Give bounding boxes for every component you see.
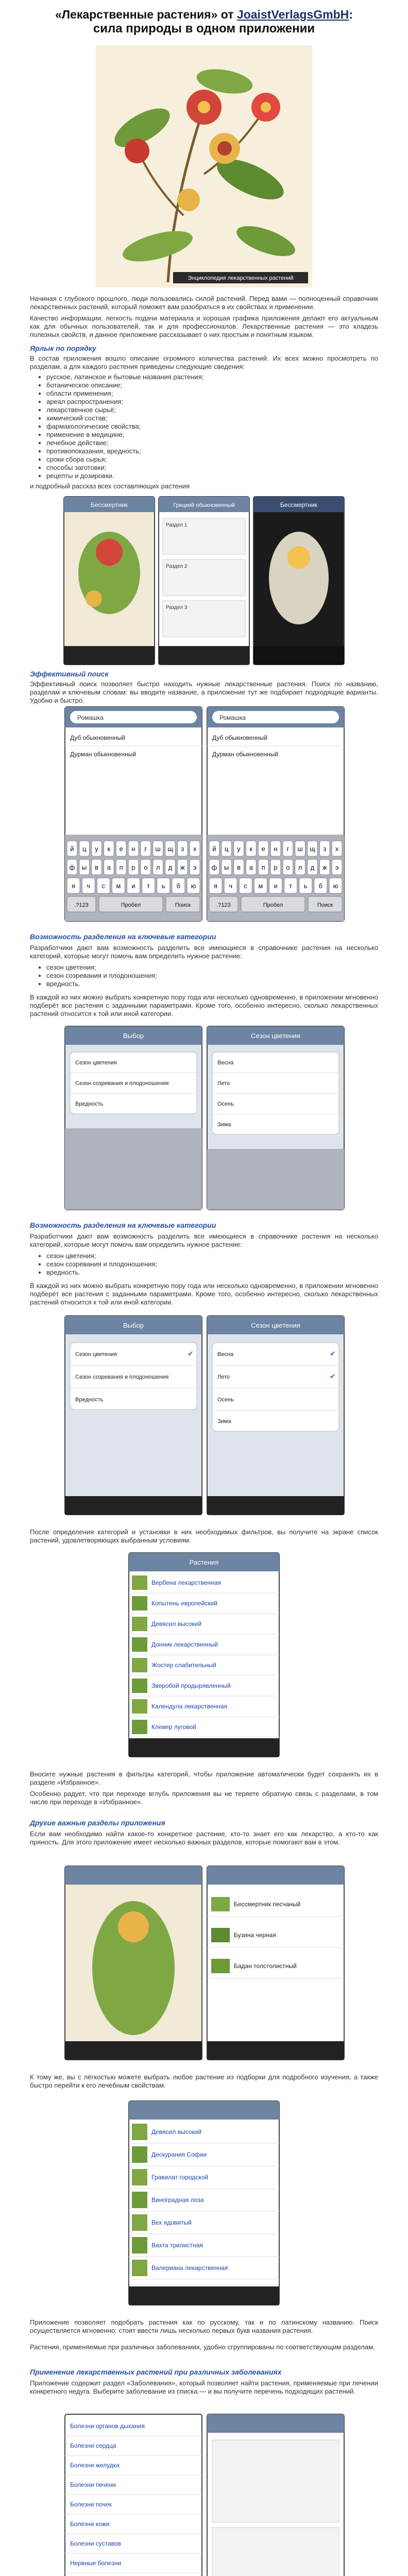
screen-section-label: Раздел 1: [166, 522, 188, 528]
keyboard-key-label: я: [214, 882, 218, 890]
categories-paragraph-1b: Разработчики дают вам возможность разделить все имеющиеся в справочнике растения на несколько категорий, которые могут помочь вам определить нужное растение:: [30, 1232, 378, 1248]
plant-thumbnail: [132, 2237, 147, 2253]
list-item: • сезон созревания и плодоношения;: [46, 1260, 386, 1268]
favorites-paragraph-2: Особенно радует, что при переходе вглубь приложения вы не теряете обратную связь с разделами, в том числе при переходе в «Избранное».: [30, 1790, 378, 1806]
filter-option[interactable]: Осень: [217, 1397, 234, 1403]
screen-title: Бессмертник: [91, 501, 128, 509]
list-item[interactable]: Бузина черная: [234, 1931, 276, 1939]
keyboard-key-label: я: [72, 882, 76, 890]
keyboard-key-label: д: [310, 863, 315, 871]
keyboard-key-label: ф: [69, 863, 75, 871]
keyboard-key-label: п: [119, 863, 123, 871]
keyboard-key-label: н: [131, 845, 135, 853]
section-heading-about: Ярлык по порядку: [30, 344, 96, 352]
list-item: • ареал распространения;: [46, 398, 386, 406]
filter-option[interactable]: Зима: [217, 1122, 231, 1128]
screen-section-label: Раздел 3: [166, 605, 188, 611]
hero-caption: Энциклопедия лекарственных растений: [188, 275, 294, 281]
result-row[interactable]: Дурман обыкновенный: [70, 751, 137, 758]
title-suffix: :: [349, 8, 353, 21]
phone-filter-right: [207, 1026, 344, 1210]
list-item: • химический состав;: [46, 414, 386, 422]
list-item: • сезон цветения;: [46, 963, 386, 972]
list-item[interactable]: Девясил высокий: [151, 2128, 202, 2136]
keyboard-key-label: ю: [191, 882, 196, 890]
list-item[interactable]: Болезни кожи: [70, 2520, 110, 2528]
plant-thumbnail: [132, 1637, 147, 1652]
keyboard-key-label: ч: [87, 882, 91, 890]
plant-thumbnail: [132, 2146, 147, 2163]
list-item[interactable]: Дескурания Софии: [151, 2151, 207, 2158]
list-item: • русское, латинское и бытовые названия растения;: [46, 373, 386, 381]
filter-option[interactable]: Лето: [217, 1080, 230, 1087]
plant-thumbnail: [132, 1575, 147, 1590]
filter-option[interactable]: Лето: [217, 1374, 230, 1380]
list-item: • лекарственное сырьё;: [46, 406, 386, 414]
screen-title: Бессмертник: [280, 501, 317, 509]
list-item[interactable]: Жостер слабительный: [151, 1662, 216, 1669]
plant-thumbnail: [132, 2192, 147, 2208]
plant-thumbnail: [132, 1679, 147, 1693]
keyboard-key-label: с: [101, 882, 106, 890]
keyboard-key-label: т: [147, 882, 150, 890]
list-item[interactable]: Нервные болезни: [70, 2560, 122, 2567]
categories-list-2: [36, 1252, 386, 1277]
list-item[interactable]: Болезни желудка: [70, 2462, 120, 2469]
result-row[interactable]: Дурман обыкновенный: [212, 751, 279, 758]
keyboard-special-label: Пробел: [263, 902, 283, 908]
keyboard-key-label: м: [258, 882, 263, 890]
hero-illustration: [96, 45, 312, 287]
categories-list: [36, 963, 386, 988]
categories-paragraph-2b: В каждой из них можно выбрать конкретную пору года или несколько одновременно, в приложении мгновенно подберёт все растения с заданными параметрами. Кроме того, особенно интересно, сколько лекарственных растений относится к той или иной категории.: [30, 1282, 378, 1306]
list-item[interactable]: Девясил высокий: [151, 1620, 202, 1628]
list-item[interactable]: Зверобой продырявленный: [151, 1682, 231, 1689]
checkmark-icon: ✔: [330, 1372, 336, 1381]
keyboard-key-label: ю: [333, 882, 338, 890]
plant-thumbnail: [132, 2169, 147, 2185]
list-item: • вредность.: [46, 980, 386, 988]
screen-title: Выбор: [123, 1321, 144, 1329]
filter-option[interactable]: Вредность: [75, 1397, 104, 1403]
list-item[interactable]: Болезни суставов: [70, 2540, 122, 2547]
keyboard-key-label: р: [274, 863, 278, 871]
phone-filter-left: [65, 1026, 202, 1210]
list-item[interactable]: Болезни органов дыхания: [70, 2422, 145, 2430]
list-item: • сезон цветения;: [46, 1252, 386, 1260]
intro-paragraph-1: Начиная с глубокого прошлого, люди пользовались силой растений. Перед вами — полноценный справочник лекарственных растений, который поможет вам разобраться в их свойствах и применении.: [30, 295, 378, 311]
result-row[interactable]: Дуб обыкновенный: [70, 734, 125, 741]
plant-thumbnail: [132, 1596, 147, 1611]
plant-thumbnail: [132, 1720, 147, 1734]
list-item: • рецепты и дозировки.: [46, 472, 386, 480]
list-item: • лечебное действие;: [46, 439, 386, 447]
phone-diseases-left: [65, 2414, 202, 2576]
keyboard-key-label: з: [323, 845, 327, 853]
keyboard-key-label: г: [144, 845, 147, 853]
list-item: • фармакологические свойства;: [46, 422, 386, 431]
list-item: • вредность.: [46, 1268, 386, 1277]
keyboard-key-label: с: [244, 882, 248, 890]
filter-option[interactable]: Вредность: [75, 1101, 104, 1107]
filter-option[interactable]: Осень: [217, 1101, 234, 1107]
section-heading-categories: Возможность разделения на ключевые категории: [30, 933, 216, 941]
keyboard-key-label: ф: [211, 863, 217, 871]
screen-title: Грецкий обыкновенный: [173, 502, 235, 509]
keyboard-key-label: й: [70, 845, 74, 853]
keyboard-key-label: ч: [229, 882, 233, 890]
keyboard-key-label: е: [261, 845, 265, 853]
plant-thumbnail: [132, 2260, 147, 2276]
checkmark-icon: ✔: [330, 1350, 336, 1358]
filter-after-paragraph: После определения категорий и установки в них необходимых фильтров, вы получите на экране список растений, удовлетворяющих выбранным условиям.: [30, 1528, 378, 1544]
list-item[interactable]: Календула лекарственная: [151, 1703, 228, 1710]
phone-other-left: [65, 1866, 202, 2060]
list-item: • ботаническое описание;: [46, 381, 386, 389]
screen-title: Растения: [189, 1558, 219, 1566]
phone-other-right: [207, 1866, 344, 2060]
keyboard-key-label: л: [298, 863, 302, 871]
keyboard-key-label: ж: [322, 863, 327, 871]
keyboard-key-label: х: [193, 845, 197, 853]
list-item[interactable]: Вех ядовитый: [151, 2219, 192, 2226]
keyboard-key-label: т: [289, 882, 293, 890]
about-paragraph: В состав приложения вошло описание огромного количества растений. Их всех можно просмотреть по разделам, а для каждого растения приведены следующие сведения:: [30, 354, 378, 370]
list-item: • сроки сбора сырья;: [46, 455, 386, 464]
list-item[interactable]: Болезни печени: [70, 2481, 116, 2488]
list-item: • области применения;: [46, 389, 386, 398]
keyboard-key-label: ж: [180, 863, 185, 871]
bottom-paragraph-1: К тому же, вы с лёгкостью можете выбрать любое растение из подборки для подробного изучения, а также быстро перейти к его лечебным свойствам.: [30, 2073, 378, 2089]
keyboard-key-label: й: [212, 845, 216, 853]
screen-title: Выбор: [123, 1032, 144, 1040]
keyboard-key-label: ц: [82, 845, 87, 853]
filter-option[interactable]: Весна: [217, 1351, 234, 1358]
brand-link[interactable]: JoaistVerlagsGmbH: [236, 8, 349, 21]
phone-select-right: [207, 1316, 344, 1515]
filter-screens-figure: [64, 1025, 345, 1211]
filter-option[interactable]: Зима: [217, 1418, 231, 1425]
keyboard-key-label: з: [181, 845, 184, 853]
list-item[interactable]: Валериана лекарственная: [151, 2264, 228, 2272]
phone-select-left: [65, 1316, 202, 1515]
list-item[interactable]: Болезни почек: [70, 2501, 112, 2508]
keyboard-key-label: н: [274, 845, 278, 853]
list-item: • способы заготовки;: [46, 464, 386, 472]
keyboard-key-label: о: [144, 863, 148, 871]
plant-thumbnail: [132, 2124, 147, 2140]
list-item[interactable]: Болезни сердца: [70, 2442, 116, 2449]
keyboard-key-label: ь: [303, 882, 308, 890]
other-screens-figure: [64, 1865, 345, 2061]
keyboard-key-label: ы: [82, 863, 87, 871]
list-item[interactable]: Бадан толстолистный: [234, 1962, 297, 1970]
plant-thumbnail: [132, 1658, 147, 1672]
list-screen-figure: [128, 2100, 280, 2306]
keyboard-key-label: в: [237, 863, 241, 871]
diseases-screens-figure: [64, 2413, 345, 2576]
phone-screen-right: [253, 497, 344, 665]
list-item[interactable]: Вахта трилистная: [151, 2242, 203, 2249]
keyboard-special-label: Поиск: [175, 902, 191, 908]
search-input[interactable]: Ромашка: [77, 714, 104, 721]
keyboard-key-label: э: [193, 863, 197, 871]
list-item[interactable]: Донник лекарственный: [151, 1641, 218, 1648]
title-prefix: «Лекарственные растения» от: [55, 8, 237, 21]
keyboard-key-label: ы: [224, 863, 229, 871]
keyboard-key-label: м: [116, 882, 121, 890]
phone-screen-left: [64, 497, 155, 665]
keyboard-key-label: и: [131, 882, 135, 890]
checkmark-icon: ✔: [188, 1350, 194, 1358]
keyboard-key-label: г: [286, 845, 290, 853]
list-item[interactable]: Клевер луговой: [151, 1723, 196, 1731]
bottom-paragraph-3: Растения, применяемые при различных заболеваниях, удобно сгруппированы по соответствующим разделам.: [30, 2343, 375, 2351]
screen-section-label: Раздел 2: [166, 564, 188, 569]
list-item[interactable]: Виноградная лоза: [151, 2196, 204, 2204]
keyboard-key-label: б: [176, 882, 181, 890]
section-heading-other: Другие важные разделы приложения: [30, 1819, 165, 1827]
screen-title: Сезон цветения: [251, 1032, 300, 1040]
keyboard-key-label: р: [131, 863, 135, 871]
favorites-paragraph-1: Вносите нужные растения в фильтры категорий, чтобы приложение автоматически будет сохранять их в разделе «Избранное».: [30, 1770, 378, 1786]
keyboard-key-label: э: [335, 863, 339, 871]
list-item[interactable]: Гравилат городской: [151, 2174, 209, 2181]
keyboard-key-label: и: [274, 882, 278, 890]
keyboard-special-label: Поиск: [317, 902, 333, 908]
filter-option[interactable]: Сезон созревания и плодоношения: [75, 1080, 169, 1087]
categories-paragraph-2: В каждой из них можно выбрать конкретную пору года или несколько одновременно, в приложении мгновенно подберёт все растения с заданными параметрами. Кроме того, особенно интересно, сколько лекарственных растений относится к той или иной категории.: [30, 993, 378, 1018]
phone-diseases-right: [207, 2414, 344, 2576]
keyboard-special-label: .?123: [216, 902, 231, 908]
keyboard-key-label: х: [335, 845, 339, 853]
page-subtitle: сила природы в одном приложении: [93, 22, 315, 36]
plant-thumbnail: [132, 1699, 147, 1714]
keyboard-key-label: к: [249, 845, 253, 853]
keyboard-key-label: у: [237, 845, 241, 853]
detail-screens-figure: [63, 496, 345, 666]
list-item[interactable]: Вербена лекарственная: [151, 1579, 221, 1586]
keyboard-key-label: а: [249, 863, 253, 871]
filter-option[interactable]: Сезон цветения: [75, 1060, 117, 1066]
list-item[interactable]: Копытень европейский: [151, 1600, 217, 1607]
categories-paragraph-1: Разработчики дают вам возможность разделить все имеющиеся в справочнике растения на несколько категорий, которые могут помочь вам определить нужное растение:: [30, 944, 378, 960]
list-item: • противопоказания, вредность;: [46, 447, 386, 455]
keyboard-special-label: Пробел: [121, 902, 141, 908]
filter-option[interactable]: Сезон цветения: [75, 1351, 117, 1358]
about-after: и подробный рассказ всех составляющих растения: [30, 482, 190, 490]
keyboard-key-label: п: [261, 863, 265, 871]
keyboard-key-label: а: [107, 863, 111, 871]
other-paragraph: Если вам необходимо найти какое-то конкретное растение, кто-то знает его как лекарство, а кто-то как пряность. Для этого приложение имеет несколько важных разделов, которые помогают вам в этом.: [30, 1830, 378, 1846]
screen-title: Сезон цветения: [251, 1321, 300, 1329]
keyboard-special-label: .?123: [74, 902, 89, 908]
search-paragraph: Эффективный поиск позволяет быстро находить нужные лекарственные растения. Поиск по названию, разделам и ключевым словам: вы вводите название, а приложение тут же подбирает подходящие варианты. Удобно и быстро.: [30, 680, 378, 704]
section-heading-categories-2: Возможность разделения на ключевые категории: [30, 1221, 216, 1229]
diseases-paragraph: Приложение содержит раздел «Заболевания», который позволяет найти растения, применяемые при лечении конкретного недуга. Выберите заболевание из списка — и вы получите перечень подходящих растений.: [30, 2379, 378, 2395]
filter-option[interactable]: Сезон созревания и плодоношения: [75, 1374, 169, 1380]
keyboard-key-label: ш: [297, 845, 303, 853]
keyboard-key-label: д: [168, 863, 173, 871]
plant-thumbnail: [132, 2214, 147, 2231]
phone-screen-middle: [159, 497, 249, 665]
plant-thumbnail: [132, 1617, 147, 1631]
intro-paragraph-2: Качество информации, легкость подачи материала и хорошая графика приложения делают его актуальным как для обычных пользователей, так и для профессионалов. Лекарственные растения — это кладезь полезных свойств, и данное приложение рассказывает о них простым и понятным языком.: [30, 314, 378, 338]
search-input[interactable]: Ромашка: [219, 714, 246, 721]
list-item: • сезон созревания и плодоношения;: [46, 972, 386, 980]
search-screens-figure: [64, 706, 345, 922]
keyboard-key-label: е: [119, 845, 123, 853]
keyboard-key-label: к: [107, 845, 111, 853]
keyboard-key-label: у: [95, 845, 98, 853]
page-title: [21, 7, 387, 36]
keyboard-key-label: в: [95, 863, 98, 871]
keyboard-key-label: л: [156, 863, 160, 871]
keyboard-key-label: б: [318, 882, 323, 890]
keyboard-key-label: ц: [225, 845, 229, 853]
list-item[interactable]: Бессмертник песчаный: [234, 1901, 301, 1908]
result-row[interactable]: Дуб обыкновенный: [212, 734, 267, 741]
keyboard-key-label: о: [286, 863, 290, 871]
filter-large-figure: [64, 1315, 345, 1516]
about-list: [36, 373, 386, 480]
section-heading-search: Эффективный поиск: [30, 670, 109, 678]
results-screen-figure: [128, 1552, 280, 1758]
keyboard-key-label: щ: [310, 845, 315, 853]
filter-option[interactable]: Весна: [217, 1060, 234, 1066]
keyboard-key-label: ь: [161, 882, 165, 890]
keyboard-key-label: ш: [155, 845, 161, 853]
bottom-paragraph-2: Приложение позволяет подобрать растения как по русскому, так и по латинскому названию. Поиск осуществляется мгновенно: стоит ввести лишь несколько первых букв названия растения.: [30, 2318, 378, 2334]
keyboard-key-label: щ: [167, 845, 173, 853]
section-heading-diseases: Применение лекарственных растений при различных заболеваниях: [30, 2368, 282, 2376]
list-item: • применение в медицине;: [46, 431, 386, 439]
